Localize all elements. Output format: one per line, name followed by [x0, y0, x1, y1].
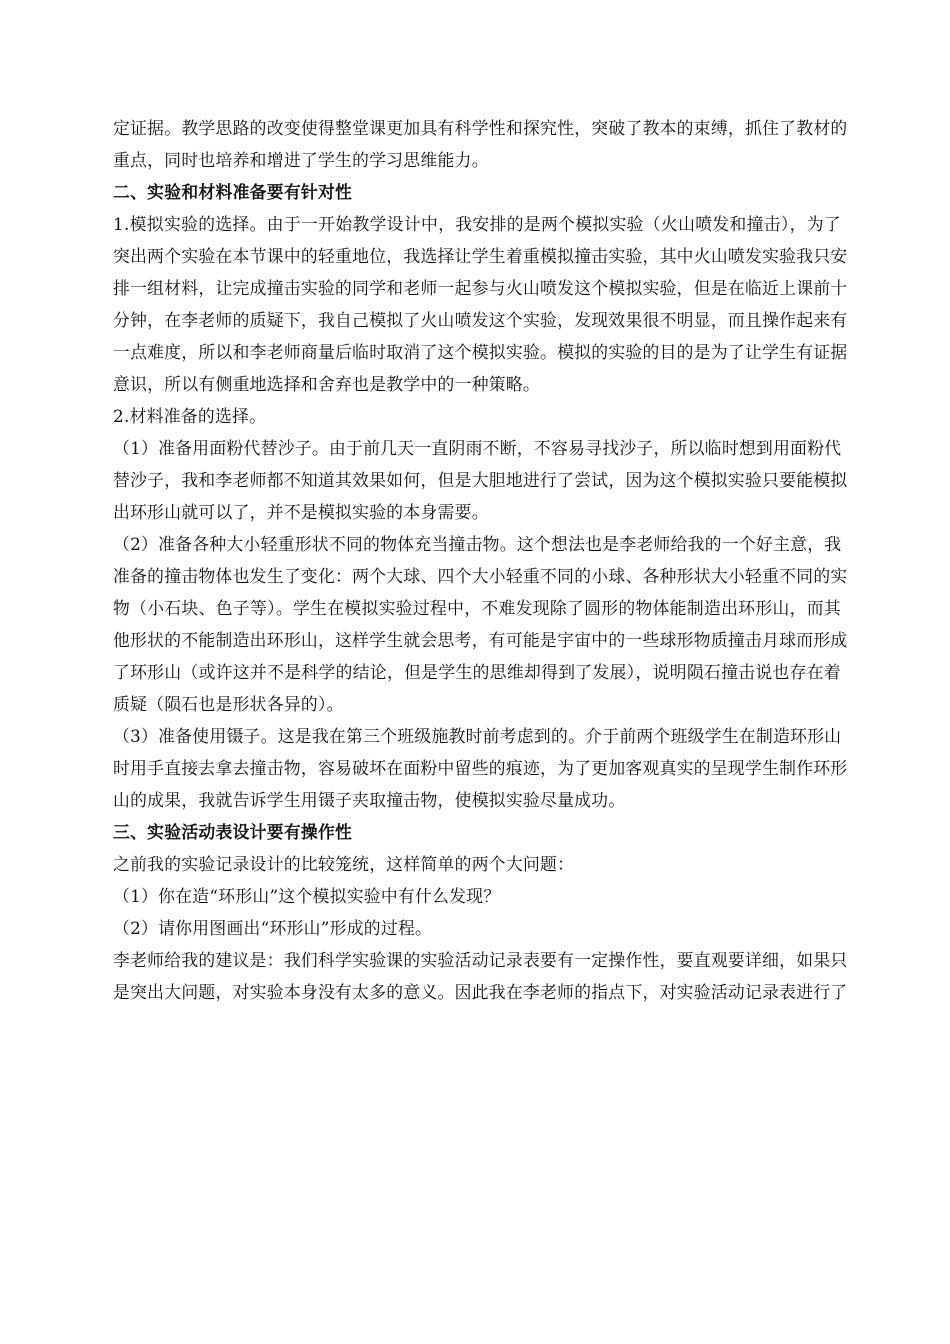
paragraph-line: 突出两个实验在本节课中的轻重地位，我选择让学生着重模拟撞击实验，其中火山喷发实验我只安 [113, 246, 848, 266]
paragraph-line: 是突出大问题，对实验本身没有太多的意义。因此我在李老师的指点下，对实验活动记录表进行了 [113, 982, 848, 1002]
paragraph-line: （1）准备用面粉代替沙子。由于前几天一直阴雨不断，不容易寻找沙子，所以临时想到用面粉代 [113, 438, 842, 458]
paragraph-line: （2）请你用图画出“环形山”形成的过程。 [113, 918, 433, 938]
paragraph-line: 了环形山（或许这并不是科学的结论，但是学生的思维却得到了发展），说明陨石撞击说也存在着 [113, 662, 841, 682]
paragraph-line: （3）准备使用镊子。这是我在第三个班级施教时前考虑到的。介于前两个班级学生在制造环形山 [113, 726, 842, 746]
paragraph-line: 物（小石块、色子等）。学生在模拟实验过程中，不难发现除了圆形的物体能制造出环形山，而其 [113, 598, 841, 618]
paragraph-line: 之前我的实验记录设计的比较笼统，这样简单的两个大问题： [113, 854, 575, 874]
paragraph-line: 山的成果，我就告诉学生用镊子夹取撞击物，使模拟实验尽量成功。 [113, 790, 626, 810]
paragraph-line: 准备的撞击物体也发生了变化：两个大球、四个大小轻重不同的小球、各种形状大小轻重不同的实 [113, 566, 848, 586]
section-heading: 二、实验和材料准备要有针对性 [113, 182, 353, 202]
paragraph-line: 质疑（陨石也是形状各异的）。 [113, 694, 344, 714]
paragraph-line: 时用手直接去拿去撞击物，容易破坏在面粉中留些的痕迹，为了更加客观真实的呈现学生制作环形 [113, 758, 848, 778]
paragraph-line: 重点，同时也培养和增进了学生的学习思维能力。 [113, 150, 489, 170]
paragraph-line: 意识，所以有侧重地选择和舍弃也是教学中的一种策略。 [113, 374, 541, 394]
paragraph-line: 分钟，在李老师的质疑下，我自己模拟了火山喷发这个实验，发现效果很不明显，而且操作起来有 [113, 310, 848, 330]
paragraph-line: 一点难度，所以和李老师商量后临时取消了这个模拟实验。模拟的实验的目的是为了让学生有证据 [113, 342, 848, 362]
paragraph-line: 1.模拟实验的选择。由于一开始教学设计中，我安排的是两个模拟实验（火山喷发和撞击），为了 [113, 214, 841, 234]
paragraph-line: 替沙子，我和李老师都不知道其效果如何，但是大胆地进行了尝试，因为这个模拟实验只要能模拟 [113, 470, 848, 490]
paragraph-line: 定证据。教学思路的改变使得整堂课更加具有科学性和探究性，突破了教本的束缚，抓住了教材的 [113, 118, 848, 138]
paragraph-line: 他形状的不能制造出环形山，这样学生就会思考，有可能是宇宙中的一些球形物质撞击月球而形成 [113, 630, 848, 650]
paragraph-line: （1）你在造“环形山”这个模拟实验中有什么发现？ [113, 886, 501, 906]
paragraph-line: 李老师给我的建议是：我们科学实验课的实验活动记录表要有一定操作性，要直观要详细，如果只 [113, 950, 848, 970]
paragraph-line: 排一组材料，让完成撞击实验的同学和老师一起参与火山喷发这个模拟实验，但是在临近上课前十 [113, 278, 848, 298]
paragraph-line: 2.材料准备的选择。 [113, 406, 267, 426]
paragraph-line: （2）准备各种大小轻重形状不同的物体充当撞击物。这个想法也是李老师给我的一个好主意，我 [113, 534, 842, 554]
paragraph-line: 出环形山就可以了，并不是模拟实验的本身需要。 [113, 502, 489, 522]
document-page [113, 118, 848, 1014]
section-heading: 三、实验活动表设计要有操作性 [113, 822, 353, 842]
